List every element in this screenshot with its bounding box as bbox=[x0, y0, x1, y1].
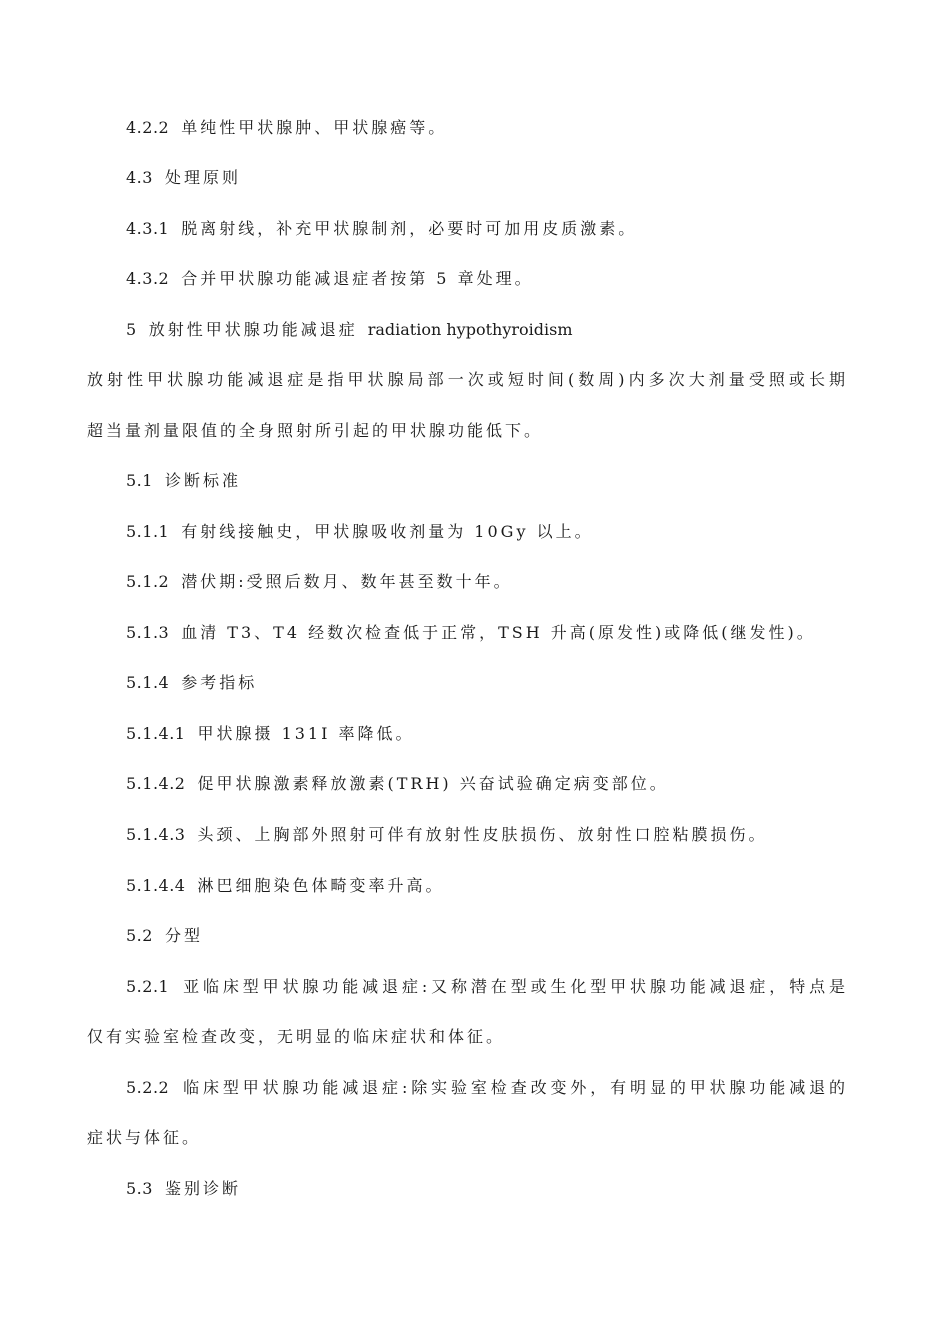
clause-text: 处理原则 bbox=[164, 168, 241, 187]
clause-number: 5.1.4.2 bbox=[126, 774, 186, 793]
clause-5-2-1-line-2: 仅有实验室检查改变，无明显的临床症状和体征。 bbox=[87, 1027, 506, 1046]
clause-text: 参考指标 bbox=[181, 673, 258, 692]
section-5-heading bbox=[0, 320, 950, 340]
clause-5-1-4-2 bbox=[0, 774, 950, 794]
clause-4-3-1 bbox=[0, 219, 950, 239]
clause-number: 5.2 bbox=[126, 926, 153, 945]
definition-line-2: 超当量剂量限值的全身照射所引起的甲状腺功能低下。 bbox=[87, 421, 544, 440]
clause-4-3 bbox=[0, 168, 950, 188]
clause-number: 4.2.2 bbox=[126, 118, 170, 137]
clause-text: 分型 bbox=[164, 926, 203, 945]
clause-text: 鉴别诊断 bbox=[164, 1179, 241, 1198]
clause-text: 有射线接触史，甲状腺吸收剂量为 10Gy 以上。 bbox=[181, 522, 594, 541]
clause-5-2-2-line-2: 症状与体征。 bbox=[87, 1128, 202, 1147]
clause-4-3-2 bbox=[0, 269, 950, 289]
clause-number: 4.3 bbox=[126, 168, 153, 187]
section-title-english: radiation hypothyroidism bbox=[367, 320, 573, 339]
clause-number: 5.1.4 bbox=[126, 673, 170, 692]
clause-number: 5.1.4.4 bbox=[126, 876, 186, 895]
clause-number: 5.1 bbox=[126, 471, 153, 490]
clause-5-1-4-1 bbox=[0, 724, 950, 744]
clause-text: 合并甲状腺功能减退症者按第 5 章处理。 bbox=[181, 269, 534, 288]
clause-5-2 bbox=[0, 926, 950, 946]
clause-number: 5.1.4.1 bbox=[126, 724, 186, 743]
clause-5-1-1 bbox=[0, 522, 950, 542]
clause-text: 潜伏期:受照后数月、数年甚至数十年。 bbox=[181, 572, 513, 591]
clause-text: 促甲状腺激素释放激素(TRH) 兴奋试验确定病变部位。 bbox=[197, 774, 669, 793]
clause-number: 5.1.3 bbox=[126, 623, 170, 642]
clause-text: 单纯性甲状腺肿、甲状腺癌等。 bbox=[181, 118, 448, 137]
clause-text: 临床型甲状腺功能减退症:除实验室检查改变外，有明显的甲状腺功能减退的 bbox=[181, 1078, 847, 1097]
clause-5-1-4-4 bbox=[0, 876, 950, 896]
clause-number: 5.2.1 bbox=[126, 977, 170, 996]
section-title: 放射性甲状腺功能减退症 bbox=[148, 320, 358, 339]
clause-number: 5.1.1 bbox=[126, 522, 170, 541]
clause-5-1-3 bbox=[0, 623, 950, 643]
clause-4-2-2 bbox=[0, 118, 950, 138]
clause-text: 诊断标准 bbox=[164, 471, 241, 490]
clause-5-1-2 bbox=[0, 572, 950, 592]
clause-number: 4.3.2 bbox=[126, 269, 170, 288]
clause-number: 5.1.4.3 bbox=[126, 825, 186, 844]
clause-number: 5.1.2 bbox=[126, 572, 170, 591]
clause-5-2-1-line-1 bbox=[0, 977, 950, 997]
clause-5-1 bbox=[0, 471, 950, 491]
clause-5-3 bbox=[0, 1179, 950, 1199]
clause-text: 淋巴细胞染色体畸变率升高。 bbox=[197, 876, 445, 895]
clause-5-1-4-3 bbox=[0, 825, 950, 845]
clause-number: 5.2.2 bbox=[126, 1078, 170, 1097]
clause-number: 4.3.1 bbox=[126, 219, 170, 238]
clause-text: 甲状腺摄 131I 率降低。 bbox=[197, 724, 415, 743]
clause-5-1-4 bbox=[0, 673, 950, 693]
clause-number: 5.3 bbox=[126, 1179, 153, 1198]
clause-text: 头颈、上胸部外照射可伴有放射性皮肤损伤、放射性口腔粘膜损伤。 bbox=[197, 825, 768, 844]
definition-line-1: 放射性甲状腺功能减退症是指甲状腺局部一次或短时间(数周)内多次大剂量受照或长期 bbox=[87, 370, 847, 389]
clause-text: 亚临床型甲状腺功能减退症:又称潜在型或生化型甲状腺功能减退症，特点是 bbox=[181, 977, 847, 996]
clause-5-2-2-line-1 bbox=[0, 1078, 950, 1098]
section-number: 5 bbox=[126, 320, 137, 339]
clause-text: 血清 T3、T4 经数次检查低于正常，TSH 升高(原发性)或降低(继发性)。 bbox=[181, 623, 816, 642]
clause-text: 脱离射线，补充甲状腺制剂，必要时可加用皮质激素。 bbox=[181, 219, 638, 238]
